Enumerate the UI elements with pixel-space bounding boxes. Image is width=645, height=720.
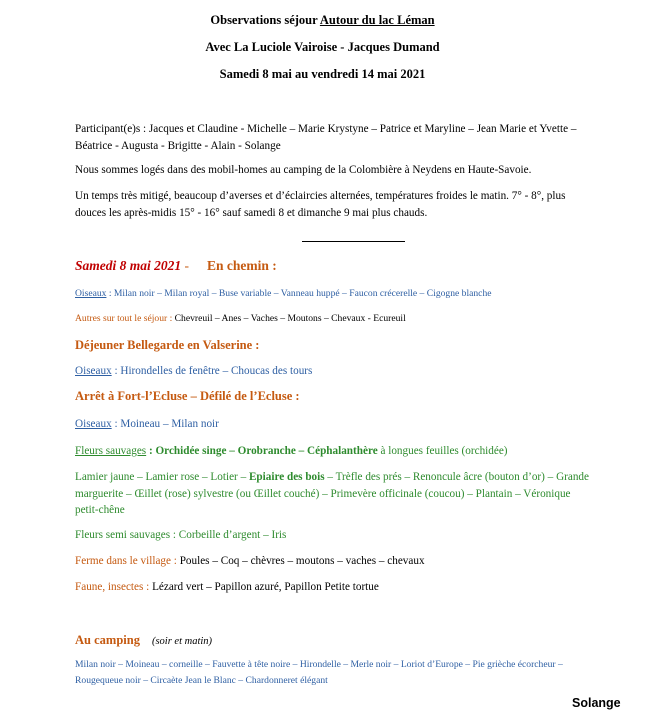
title-prefix: Observations séjour <box>210 13 320 27</box>
doc-organizer: Avec La Luciole Vairoise - Jacques Dumand <box>205 40 440 54</box>
fort-heading: Arrêt à Fort-l’Ecluse – Défilé de l’Ecluse : <box>75 389 300 403</box>
fauna-line <box>75 579 595 596</box>
wild-flowers-line <box>75 443 595 460</box>
lunch-heading: Déjeuner Bellegarde en Valserine : <box>75 338 260 352</box>
farm-line <box>75 553 595 570</box>
flowers-paragraph <box>75 469 595 519</box>
camping-heading <box>75 631 212 649</box>
title-underlined: Autour du lac Léman <box>319 13 435 27</box>
day-birds-line <box>75 286 595 302</box>
stay-label: Autres sur tout le séjour : <box>75 313 175 324</box>
fauna-label: Faune, insectes : <box>75 581 153 593</box>
doc-dates: Samedi 8 mai au vendredi 14 mai 2021 <box>219 67 426 81</box>
stay-animals-line <box>75 311 595 327</box>
wild-flowers-rest: à longues feuilles (orchidée) <box>377 445 508 457</box>
farm-list: Poules – Coq – chèvres – moutons – vaches – chevaux <box>179 555 425 567</box>
day-date: Samedi 8 mai 2021 <box>75 258 182 273</box>
birds-label: Oiseaux <box>75 288 107 299</box>
flowers-part-a: Lamier jaune – Lamier rose – Lotier – <box>75 471 249 483</box>
stay-list: Chevreuil – Anes – Vaches – Moutons – Chevaux - Ecureuil <box>174 313 406 324</box>
fauna-list: Lézard vert – Papillon azuré, Papillon Petite tortue <box>152 581 379 593</box>
doc-title <box>0 13 645 28</box>
flowers-part-b: Epiaire des bois <box>248 471 325 483</box>
participants-paragraph: Participant(e)s : Jacques et Claudine - Michelle – Marie Krystyne – Patrice et Maryline – Jean Marie et Yvette – Béatrice - Augusta - Brigitte - Alain - Solange <box>75 123 577 152</box>
birds-list: : Moineau – Milan noir <box>111 418 219 430</box>
day-heading <box>75 258 277 274</box>
birds-list: : Hirondelles de fenêtre – Choucas des tours <box>111 365 313 377</box>
farm-label: Ferme dans le village : <box>75 555 180 567</box>
birds-list: : Milan noir – Milan royal – Buse variable – Vanneau huppé – Faucon crécerelle – Cigogne blanche <box>106 288 492 299</box>
lunch-birds-line <box>75 363 595 380</box>
weather-paragraph: Un temps très mitigé, beaucoup d’averses et d’éclaircies alternées, températures froides le matin. 7° - 8°, plus douces les après-midis 15° - 16° sauf samedi 8 et dimanche 9 mai plus chauds. <box>75 190 566 219</box>
section-divider <box>302 241 405 242</box>
signature: Solange <box>572 696 621 710</box>
wild-flowers-bold: : Orchidée singe – Orobranche – Céphalanthère <box>146 445 378 457</box>
birds-label: Oiseaux <box>75 418 112 430</box>
flowers-part-c: – Trèfle des prés – Renoncule âcre (bouton d’or) – Grande marguerite – Œillet (rose) sylvestre (ou Œillet couché) – Primevère officinale (coucou) – Plantain – Véronique petit-chêne <box>75 471 589 516</box>
lodging-paragraph: Nous sommes logés dans des mobil-homes au camping de la Colombière à Neydens en Haute-Savoie. <box>75 164 532 176</box>
fort-birds-line <box>75 416 595 433</box>
day-separator: - <box>181 258 190 273</box>
camping-note: (soir et matin) <box>151 636 213 647</box>
semi-wild-flowers-line: Fleurs semi sauvages : Corbeille d’argent – Iris <box>75 529 287 541</box>
birds-label: Oiseaux <box>75 365 112 377</box>
wild-flowers-label: Fleurs sauvages <box>75 445 147 457</box>
day-subtitle: En chemin : <box>207 258 277 273</box>
camping-birds-paragraph: Milan noir – Moineau – corneille – Fauvette à tête noire – Hirondelle – Merle noir – Loriot d’Europe – Pie grièche écorcheur – Rougequeue noir – Circaète Jean le Blanc – Chardonneret élégant <box>75 659 563 686</box>
camping-title: Au camping <box>75 633 140 647</box>
